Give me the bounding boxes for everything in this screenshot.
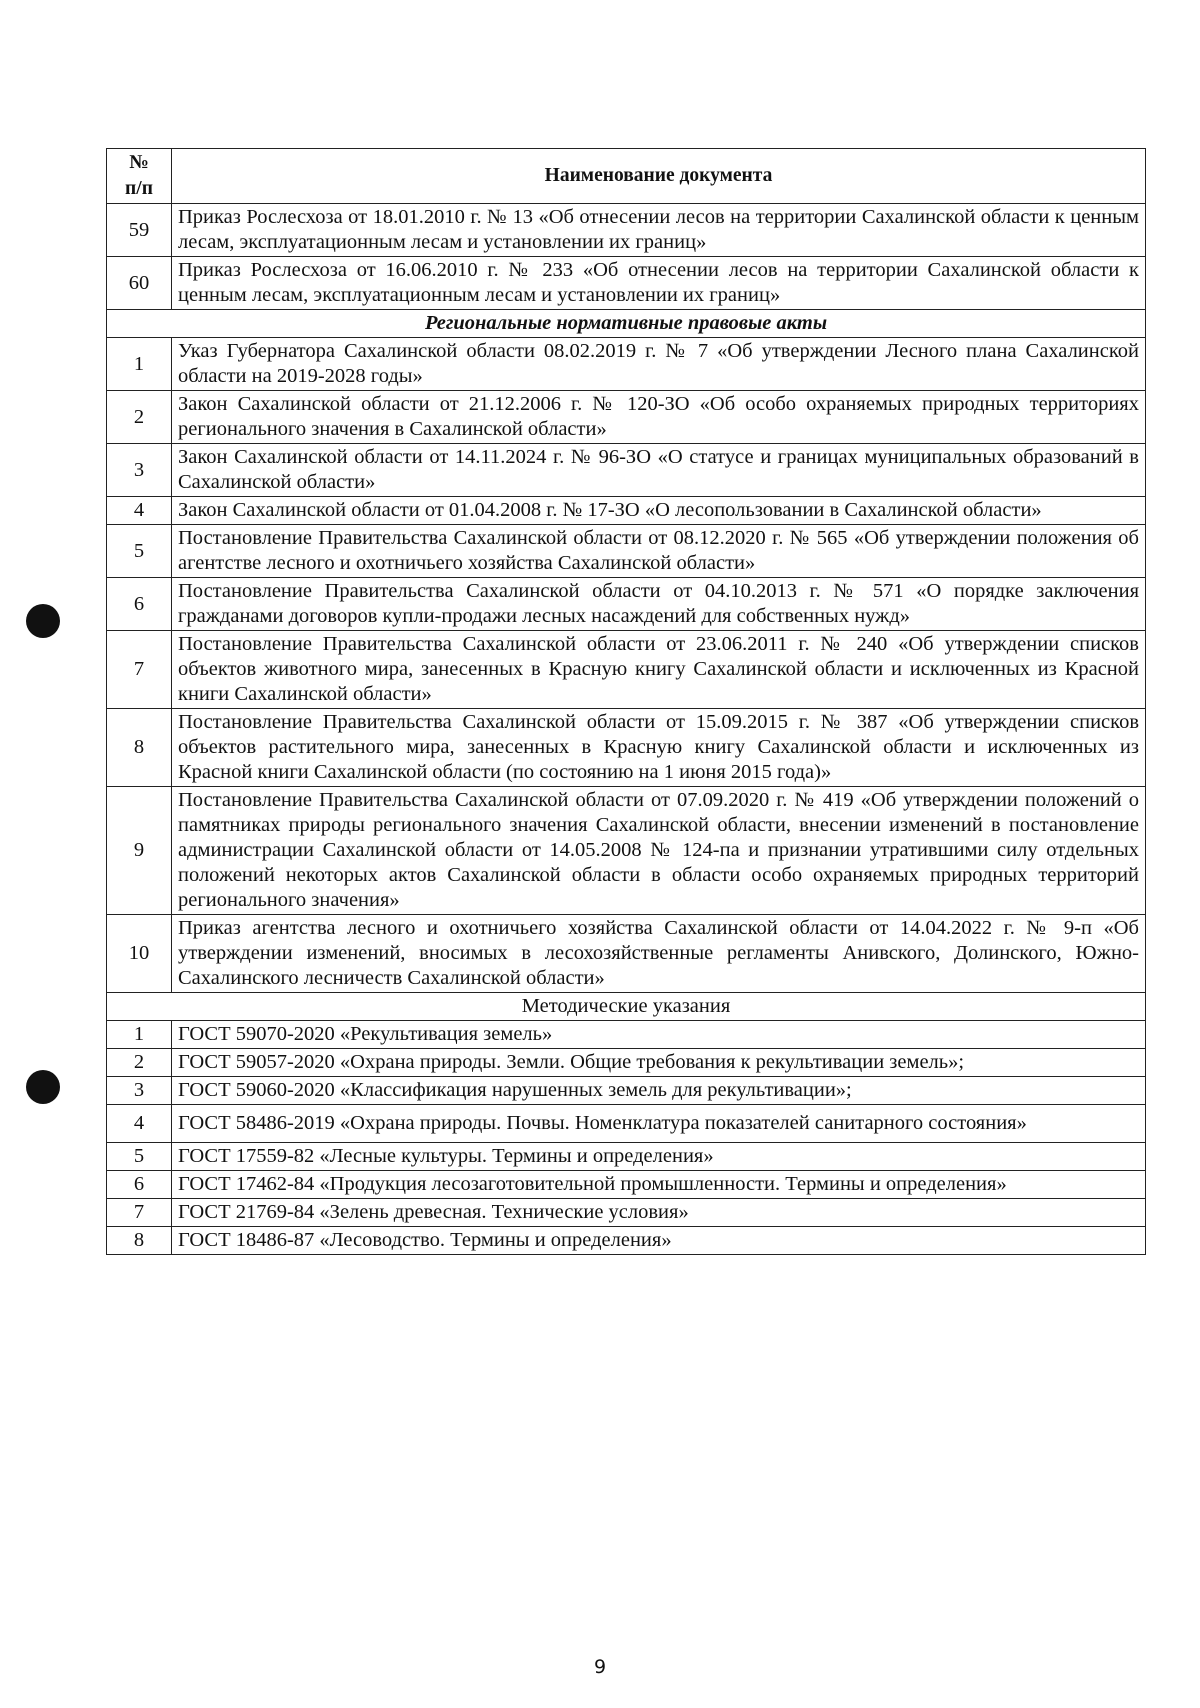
table-row: [107, 444, 1146, 497]
row-number: 6: [107, 578, 172, 631]
table-header-row: [107, 149, 1146, 204]
row-number: 2: [107, 391, 172, 444]
row-document-name: Постановление Правительства Сахалинской области от 15.09.2015 г. № 387 «Об утверждении списков объектов растительного мира, занесенных в Красную книгу Сахалинской области и исключенных из Красной книги Сахалинской области (по состоянию на 1 июня 2015 года)»: [172, 709, 1146, 787]
row-document-name: ГОСТ 59057-2020 «Охрана природы. Земли. Общие требования к рекультивации земель»;: [172, 1049, 1146, 1077]
row-document-name: ГОСТ 17559-82 «Лесные культуры. Термины и определения»: [172, 1143, 1146, 1171]
table-row: [107, 338, 1146, 391]
table-row: [107, 915, 1146, 993]
row-number: 60: [107, 257, 172, 310]
row-document-name: Закон Сахалинской области от 01.04.2008 г. № 17-ЗО «О лесопользовании в Сахалинской области»: [172, 497, 1146, 525]
table-row: [107, 1077, 1146, 1105]
table-row: [107, 787, 1146, 915]
row-document-name: Постановление Правительства Сахалинской области от 08.12.2020 г. № 565 «Об утверждении положения об агентстве лесного и охотничьего хозяйства Сахалинской области»: [172, 525, 1146, 578]
row-number: 5: [107, 525, 172, 578]
table-row: [107, 1049, 1146, 1077]
header-title-cell: Наименование документа: [172, 149, 1146, 204]
punch-hole-mark: [26, 604, 60, 638]
row-document-name: ГОСТ 17462-84 «Продукция лесозаготовительной промышленности. Термины и определения»: [172, 1171, 1146, 1199]
row-document-name: Приказ агентства лесного и охотничьего хозяйства Сахалинской области от 14.04.2022 г. № 9-п «Об утверждении изменений, вносимых в лесохозяйственные регламенты Анивского, Долинского, Южно-Сахалинского лесничеств Сахалинской области»: [172, 915, 1146, 993]
row-number: 9: [107, 787, 172, 915]
row-document-name: Приказ Рослесхоза от 18.01.2010 г. № 13 «Об отнесении лесов на территории Сахалинской области к ценным лесам, эксплуатационным лесам и установлении их границ»: [172, 204, 1146, 257]
table-row: [107, 257, 1146, 310]
row-number: 8: [107, 1227, 172, 1255]
page-number: 9: [593, 1656, 607, 1678]
row-number: 7: [107, 631, 172, 709]
row-number: 7: [107, 1199, 172, 1227]
section-heading-regional: [107, 310, 1146, 338]
table-row: [107, 497, 1146, 525]
row-number: 3: [107, 1077, 172, 1105]
row-document-name: ГОСТ 59070-2020 «Рекультивация земель»: [172, 1021, 1146, 1049]
row-document-name: Постановление Правительства Сахалинской области от 07.09.2020 г. № 419 «Об утверждении положений о памятниках природы регионального значения Сахалинской области, внесении изменений в постановление администрации Сахалинской области от 14.05.2008 № 124-па и признании утратившими силу отдельных положений некоторых актов Сахалинской области в области особо охраняемых природных территорий регионального значения»: [172, 787, 1146, 915]
table-row: [107, 1143, 1146, 1171]
punch-hole-mark: [26, 1070, 60, 1104]
row-document-name: Постановление Правительства Сахалинской области от 23.06.2011 г. № 240 «Об утверждении списков объектов животного мира, занесенных в Красную книгу Сахалинской области и исключенных из Красной книги Сахалинской области»: [172, 631, 1146, 709]
table-row: [107, 1171, 1146, 1199]
table-row: [107, 578, 1146, 631]
row-number: 2: [107, 1049, 172, 1077]
row-number: 5: [107, 1143, 172, 1171]
table-row: [107, 1227, 1146, 1255]
table-row: [107, 631, 1146, 709]
row-document-name: ГОСТ 18486-87 «Лесоводство. Термины и определения»: [172, 1227, 1146, 1255]
table-row: [107, 709, 1146, 787]
row-number: 4: [107, 1105, 172, 1143]
row-number: 3: [107, 444, 172, 497]
section-title: Региональные нормативные правовые акты: [107, 310, 1146, 338]
table-row: [107, 525, 1146, 578]
row-number: 59: [107, 204, 172, 257]
table-row: [107, 1021, 1146, 1049]
table-row: [107, 1199, 1146, 1227]
table-row: [107, 391, 1146, 444]
row-document-name: Указ Губернатора Сахалинской области 08.02.2019 г. № 7 «Об утверждении Лесного плана Сахалинской области на 2019-2028 годы»: [172, 338, 1146, 391]
section-heading-methodical: [107, 993, 1146, 1021]
row-document-name: Закон Сахалинской области от 14.11.2024 г. № 96-ЗО «О статусе и границах муниципальных образований в Сахалинской области»: [172, 444, 1146, 497]
table-row: [107, 1105, 1146, 1143]
row-document-name: ГОСТ 58486-2019 «Охрана природы. Почвы. Номенклатура показателей санитарного состояния»: [172, 1105, 1146, 1143]
row-number: 10: [107, 915, 172, 993]
row-document-name: Приказ Рослесхоза от 16.06.2010 г. № 233 «Об отнесении лесов на территории Сахалинской области к ценным лесам, эксплуатационным лесам и установлении их границ»: [172, 257, 1146, 310]
row-document-name: Постановление Правительства Сахалинской области от 04.10.2013 г. № 571 «О порядке заключения гражданами договоров купли-продажи лесных насаждений для собственных нужд»: [172, 578, 1146, 631]
table-row: [107, 204, 1146, 257]
row-number: 1: [107, 338, 172, 391]
row-number: 6: [107, 1171, 172, 1199]
section-title: Методические указания: [107, 993, 1146, 1021]
row-number: 4: [107, 497, 172, 525]
documents-table: [106, 148, 1146, 1255]
row-document-name: Закон Сахалинской области от 21.12.2006 г. № 120-ЗО «Об особо охраняемых природных территориях регионального значения в Сахалинской области»: [172, 391, 1146, 444]
row-number: 1: [107, 1021, 172, 1049]
row-document-name: ГОСТ 21769-84 «Зелень древесная. Технические условия»: [172, 1199, 1146, 1227]
row-document-name: ГОСТ 59060-2020 «Классификация нарушенных земель для рекультивации»;: [172, 1077, 1146, 1105]
row-number: 8: [107, 709, 172, 787]
header-num-cell: № п/п: [107, 149, 172, 204]
